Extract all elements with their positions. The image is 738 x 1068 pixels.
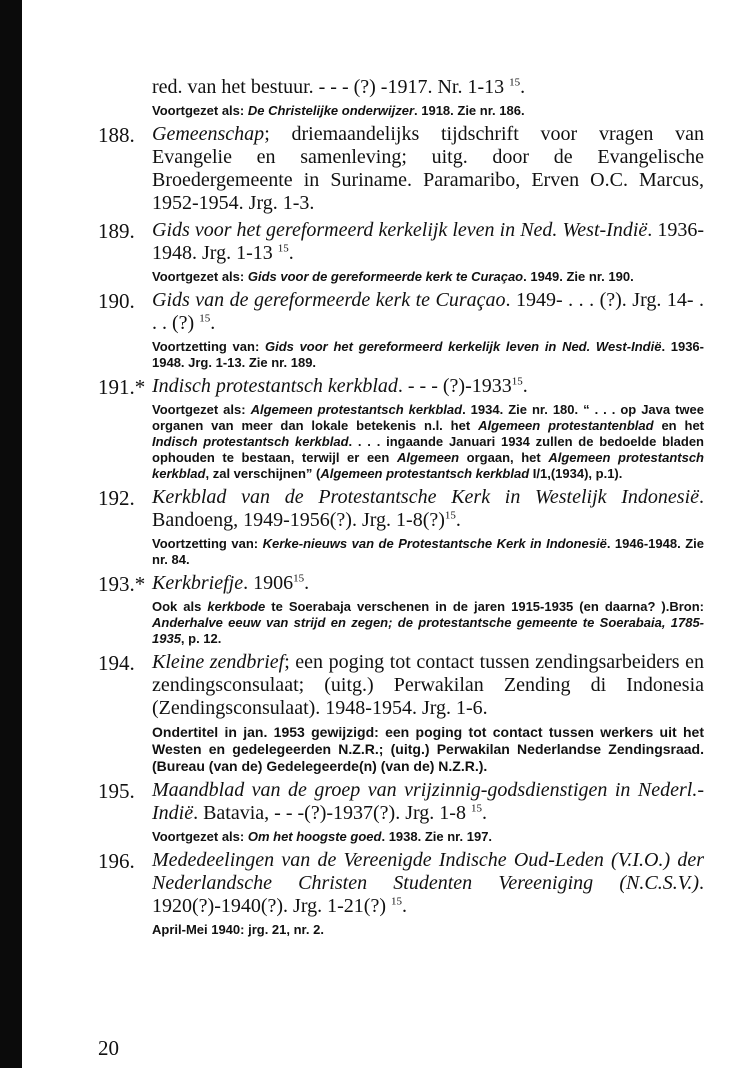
entry-188: 188. Gemeenschap; driemaandelijks tijdschrift voor vragen van Evangelie en samenleving; uitg. door de Evangelische Broedergemeente in Suriname. Paramaribo, Erven O.C. Marcus, 1952-1954. Jrg. 1-3. xyxy=(98,123,704,214)
entry-number: 195. xyxy=(98,779,135,803)
entry-number: 193.* xyxy=(98,572,146,596)
page-number: 20 xyxy=(98,1036,119,1060)
page-spine xyxy=(0,0,22,1068)
entry-title: Gemeenschap xyxy=(152,123,265,145)
entry-title: Kerkblad van de Protestantsche Kerk in Westelijk Indonesië xyxy=(152,486,699,508)
entry-191: 191.* Indisch protestantsch kerkblad. - - - (?)-1933$^{15}$. Voortgezet als: Algemeen protestantsch kerkblad. 1934. Zie nr. 180. “ . . . op Java twee organen van meer dan lokale betekenis n.l. het Algemeen protestantenblad en het Indisch protestantsch kerkblad. . . . ingaande Januari 1934 zullen de bedoelde bladen ophouden te bestaan, terwijl er een Algemeen orgaan, het Algemeen protestantsch kerkblad, zal verschijnen” (Algemeen protestantsch kerkblad I/1,(1934), p.1). xyxy=(98,375,705,481)
entry-note: Voortzetting van: Gids voor het gereformeerd kerkelijk leven in Ned. West-Indië. 1936-1948. Jrg. 1-13. Zie nr. 189. xyxy=(152,339,704,370)
entry-194: 194. Kleine zendbrief; een poging tot contact tussen zendingsarbeiders en zendingsconsulaat; (uitg.) Perwakilan Zending di Indonesia (Zendingsconsulaat). 1948-1954. Jrg. 1-6. Ondertitel in jan. 1953 gewijzigd: een poging tot contact tussen werkers uit het Westen en gedelegeerden N.Z.R.; (uitg.) Perwakilan Nederlandse Zendingsraad. (Bureau (van de) Gedelegeerde(n) (van de) N.Z.R.). xyxy=(98,651,704,774)
entry-note: Voortgezet als: De Christelijke onderwijzer. 1918. Zie nr. 186. xyxy=(152,103,525,118)
entry-190: 190. Gids van de gereformeerde kerk te Curaçao. 1949- . . . (?). Jrg. 14- . . . (?) $^{15}$. Voortzetting van: Gids voor het gereformeerd kerkelijk leven in Ned. West-Indië. 1936-1948. Jrg. 1-13. Zie nr. 189. xyxy=(98,289,704,370)
entry-193: 193.* Kerkbriefje. 1906$^{15}$. Ook als kerkbode te Soerabaja verschenen in de jaren 1915-1935 (en daarna? ).Bron: Anderhalve eeuw van strijd en zegen; de protestantsche gemeente te Soerabaia, 1785-1935, p. 12. xyxy=(98,572,705,646)
entry-note: Ook als kerkbode te Soerabaja verschenen in de jaren 1915-1935 (en daarna? ).Bron: Anderhalve eeuw van strijd en zegen; de protestantsche gemeente te Soerabaia, 1785-1935, p. 12. xyxy=(152,599,705,646)
entry-title: Indisch protestantsch kerkblad xyxy=(152,375,398,397)
entry-title: Kleine zendbrief xyxy=(152,651,285,673)
entry-title: Mededeelingen van de Vereenigde Indische Oud-Leden (V.I.O.) der Nederlandsche Christen Studenten Vereeniging (N.C.S.V.) xyxy=(152,849,704,894)
entry-number: 192. xyxy=(98,486,135,510)
entry-note: Voortzetting van: Kerke-nieuws van de Protestantsche Kerk in Indonesië. 1946-1948. Zie nr. 84. xyxy=(152,536,704,567)
entry-title: red. van het bestuur. - - - (?) -1917. Nr. 1-13 xyxy=(152,76,505,98)
entry-title: Kerkbriefje xyxy=(152,572,244,594)
entry-192: 192. Kerkblad van de Protestantsche Kerk in Westelijk Indonesië. Bandoeng, 1949-1956(?). Jrg. 1-8(?)$^{15}$. Voortzetting van: Kerke-nieuws van de Protestantsche Kerk in Indonesië. 1946-1948. Zie nr. 84. xyxy=(98,486,704,567)
entry-number: 189. xyxy=(98,219,135,243)
entry-title: Maandblad van de groep van vrijzinnig-godsdienstigen in Nederl.-Indië xyxy=(152,779,704,824)
entry-note: Voortgezet als: Om het hoogste goed. 1938. Zie nr. 197. xyxy=(152,829,493,844)
entry-note: Ondertitel in jan. 1953 gewijzigd: een poging tot contact tussen werkers uit het Westen en gedelegeerden N.Z.R.; (uitg.) Perwakilan Nederlandse Zendingsraad. (Bureau (van de) Gedelegeerde(n) (van de) N.Z.R.). xyxy=(152,724,704,774)
entry-note: April-Mei 1940: jrg. 21, nr. 2. xyxy=(152,922,324,937)
entry-note: Voortgezet als: Gids voor de gereformeerde kerk te Curaçao. 1949. Zie nr. 190. xyxy=(152,269,634,284)
entry-189: 189. Gids voor het gereformeerd kerkelijk leven in Ned. West-Indië. 1936-1948. Jrg. 1-13 $^{15}$. Voortgezet als: Gids voor de gereformeerde kerk te Curaçao. 1949. Zie nr. 190. xyxy=(98,219,704,284)
entry-number: 191.* xyxy=(98,375,146,399)
bibliography-page xyxy=(98,76,705,942)
entry-number: 196. xyxy=(98,849,135,873)
entry-number: 194. xyxy=(98,651,135,675)
entry-195: 195. Maandblad van de groep van vrijzinnig-godsdienstigen in Nederl.-Indië. Batavia, - - -(?)-1937(?). Jrg. 1-8 $^{15}$. Voortgezet als: Om het hoogste goed. 1938. Zie nr. 197. xyxy=(98,779,704,844)
entry-number: 190. xyxy=(98,289,135,313)
entry-note: Voortgezet als: Algemeen protestantsch kerkblad. 1934. Zie nr. 180. “ . . . op Java twee organen van meer dan lokale betekenis n.l. het Algemeen protestantenblad en het Indisch protestantsch kerkblad. . . . ingaande Januari 1934 zullen de bedoelde bladen ophouden te bestaan, terwijl er een Algemeen orgaan, het Algemeen protestantsch kerkblad, zal verschijnen” (Algemeen protestantsch kerkblad I/1,(1934), p.1). xyxy=(152,402,705,481)
footnote-ref: 15 xyxy=(509,76,521,89)
entry-title: Gids van de gereformeerde kerk te Curaçao xyxy=(152,289,506,311)
entry-continuation: red. van het bestuur. - - - (?) -1917. Nr. 1-13 $^{15}$. Voortgezet als: De Christelijke onderwijzer. 1918. Zie nr. 186. xyxy=(112,76,704,119)
entry-196: 196. Mededeelingen van de Vereenigde Indische Oud-Leden (V.I.O.) der Nederlandsche Christen Studenten Vereeniging (N.C.S.V.). 1920(?)-1940(?). Jrg. 1-21(?) $^{15}$. April-Mei 1940: jrg. 21, nr. 2. xyxy=(98,849,704,937)
entry-number: 188. xyxy=(98,123,135,147)
entry-title: Gids voor het gereformeerd kerkelijk leven in Ned. West-Indië xyxy=(152,219,648,241)
